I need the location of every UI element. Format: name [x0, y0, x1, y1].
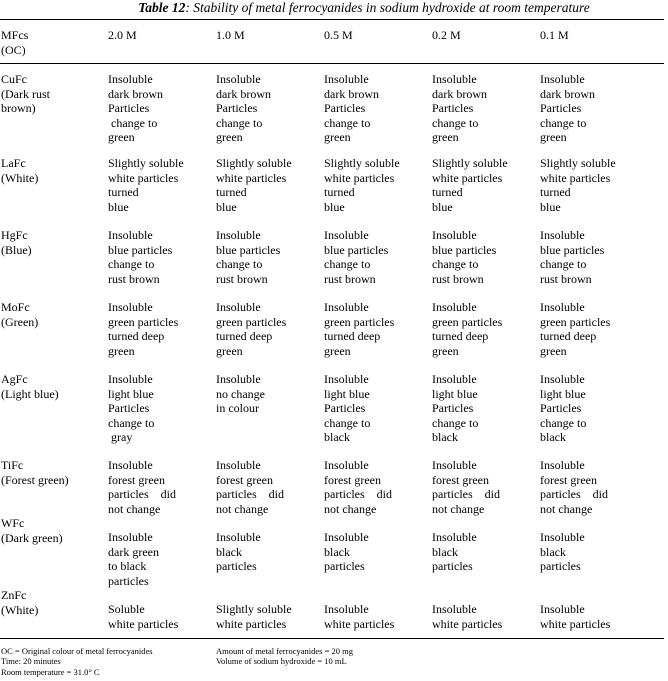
table-title [0, 0, 668, 16]
footnote-time: Time: 20 minutes [1, 656, 61, 666]
table-cell: Insoluble black particles [324, 530, 369, 573]
table-cell: Insoluble blue particles change to rust brown [324, 228, 389, 286]
table-cell: Insoluble forest green particles did not change [432, 458, 500, 516]
header-rule [0, 63, 664, 64]
table-cell: Insoluble black particles [216, 530, 261, 573]
table-cell: Insoluble green particles turned deep green [324, 300, 395, 358]
table-cell: Insoluble dark brown Particles change to green [432, 72, 487, 144]
table-cell: Insoluble white particles [432, 602, 503, 631]
row-label-wfc: WFc (Dark green) [1, 516, 63, 545]
footnote-volume: Volume of sodium hydroxide = 10 mL [216, 656, 347, 666]
table-cell: Insoluble forest green particles did not change [324, 458, 392, 516]
row-label-mofc: MoFc (Green) [1, 300, 39, 329]
table-cell: Insoluble blue particles change to rust brown [108, 228, 173, 286]
table-cell: Insoluble light blue Particles change to black [324, 372, 371, 444]
table-caption: : Stability of metal ferrocyanides in sodium hydroxide at room temperature [185, 0, 590, 15]
table-cell: Soluble white particles [108, 602, 179, 631]
table-cell: Insoluble blue particles change to rust brown [216, 228, 281, 286]
table-cell: Slightly soluble white particles turned blue [216, 156, 292, 214]
table-cell: Insoluble black particles [540, 530, 585, 573]
table-cell: Insoluble forest green particles did not change [108, 458, 176, 516]
row-label-tifc: TiFc (Forest green) [1, 458, 69, 487]
footnote-oc: OC = Original colour of metal ferrocyanides [1, 646, 153, 656]
table-cell: Insoluble green particles turned deep green [540, 300, 611, 358]
table-cell: Insoluble white particles [540, 602, 611, 631]
header-1m: 1.0 M [216, 28, 245, 42]
table-cell: Insoluble dark brown Particles change to green [216, 72, 271, 144]
table-cell: Insoluble dark brown Particles change to green [540, 72, 595, 144]
footnote-amount: Amount of metal ferrocyanides = 20 mg [216, 646, 353, 656]
header-mfcs: MFcs (OC) [1, 28, 29, 57]
table-cell: Insoluble forest green particles did not change [540, 458, 608, 516]
row-label-lafc: LaFc (White) [1, 156, 39, 185]
top-rule [0, 19, 664, 20]
header-02m: 0.2 M [432, 28, 461, 42]
row-label-agfc: AgFc (Light blue) [1, 372, 59, 401]
table-cell: Slightly soluble white particles turned blue [324, 156, 400, 214]
table-cell: Slightly soluble white particles turned blue [432, 156, 508, 214]
bottom-rule [0, 638, 664, 639]
table-cell: Insoluble dark green to black particles [108, 530, 159, 588]
table-cell: Insoluble forest green particles did not change [216, 458, 284, 516]
table-number: Table 12 [138, 0, 186, 15]
table-cell: Insoluble light blue Particles change to gray [108, 372, 155, 444]
table-cell: Slightly soluble white particles [216, 602, 292, 631]
table-cell: Insoluble dark brown Particles change to green [108, 72, 163, 144]
row-label-znfc: ZnFc (White) [1, 588, 39, 617]
table-cell: Insoluble blue particles change to rust brown [432, 228, 497, 286]
table-cell: Insoluble blue particles change to rust brown [540, 228, 605, 286]
footnote-room-temp: Room temperature = 31.0° C [1, 667, 100, 677]
row-label-hgfc: HgFc (Blue) [1, 228, 32, 257]
table-cell: Slightly soluble white particles turned blue [540, 156, 616, 214]
table-cell: Insoluble light blue Particles change to black [540, 372, 587, 444]
table-cell: Insoluble green particles turned deep green [432, 300, 503, 358]
header-05m: 0.5 M [324, 28, 353, 42]
table-cell: Insoluble dark brown Particles change to green [324, 72, 379, 144]
table-cell: Insoluble green particles turned deep green [216, 300, 287, 358]
table-cell: Slightly soluble white particles turned blue [108, 156, 184, 214]
header-01m: 0.1 M [540, 28, 569, 42]
table-cell: Insoluble green particles turned deep green [108, 300, 179, 358]
table-cell: Insoluble no change in colour [216, 372, 265, 415]
table-cell: Insoluble white particles [324, 602, 395, 631]
row-label-cufc: CuFc (Dark rust brown) [1, 72, 50, 115]
table-cell: Insoluble light blue Particles change to black [432, 372, 479, 444]
table-cell: Insoluble black particles [432, 530, 477, 573]
header-2m: 2.0 M [108, 28, 137, 42]
